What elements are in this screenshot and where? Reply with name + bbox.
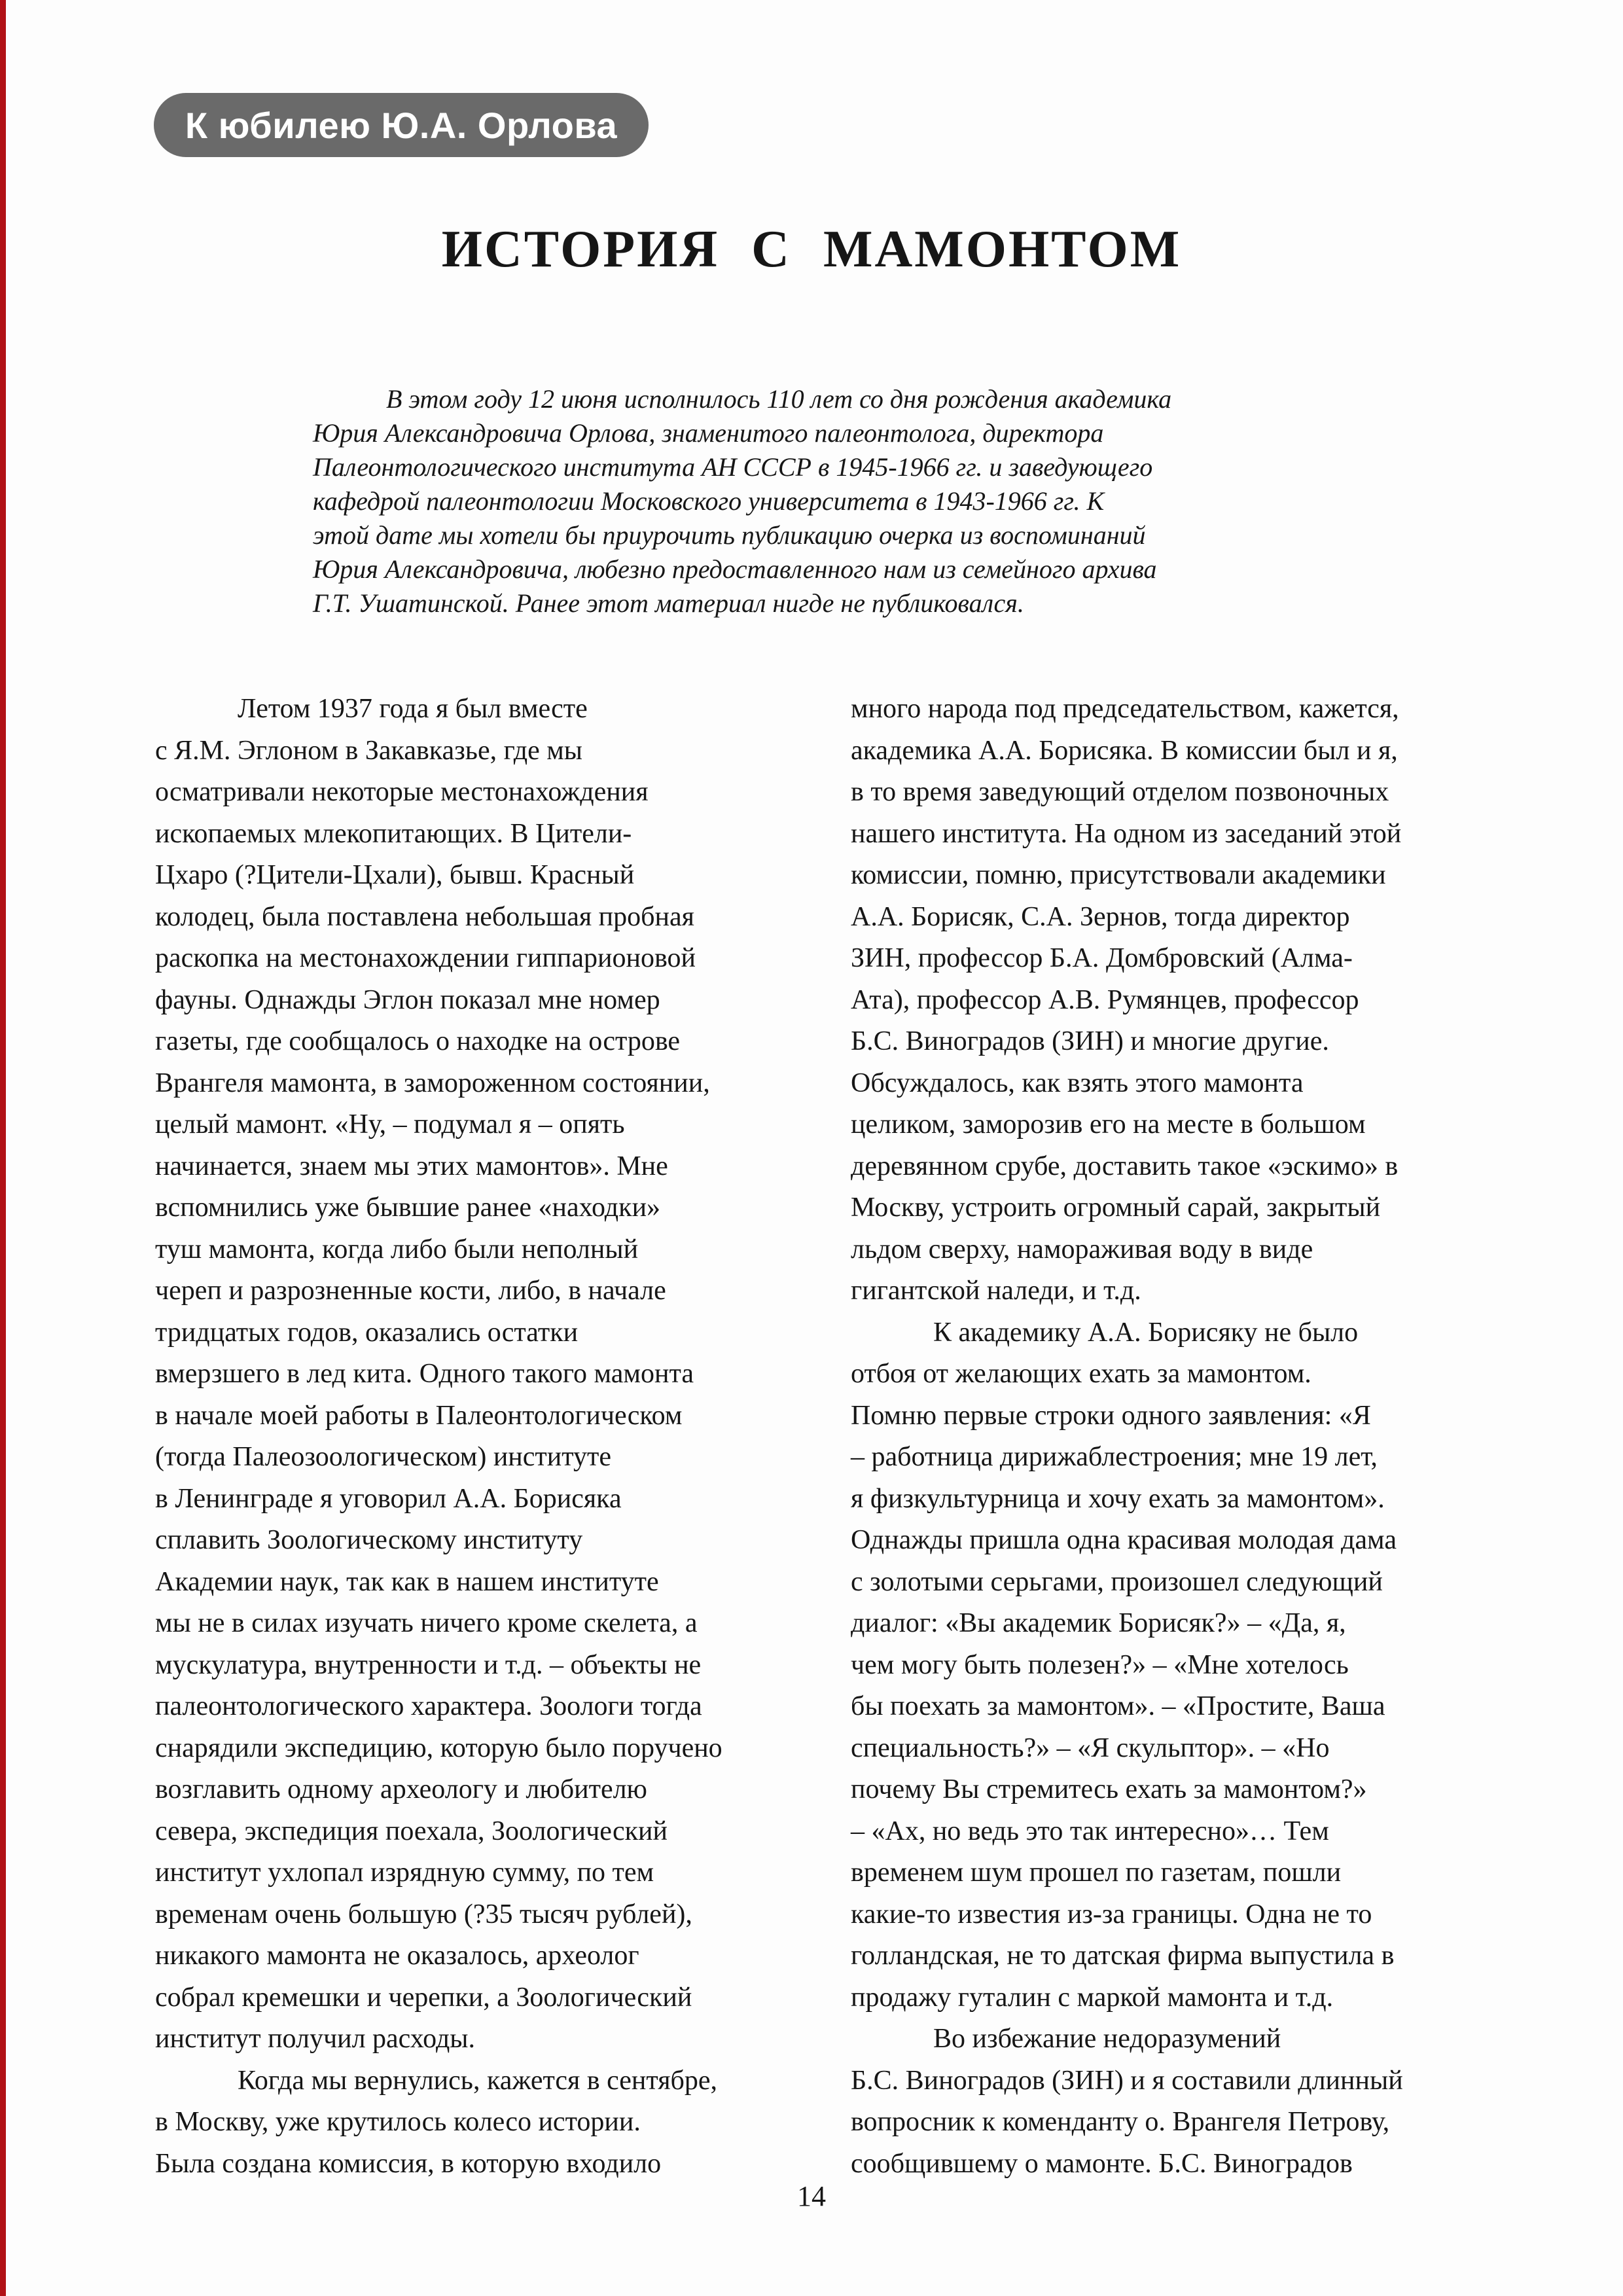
text-line: льдом сверху, намораживая воду в виде: [851, 1234, 1313, 1265]
text-line: Когда мы вернулись, кажется в сентябре,: [238, 2065, 718, 2096]
text-line: Врангеля мамонта, в замороженном состоянии,: [155, 1067, 710, 1098]
text-line: Помню первые строки одного заявления: «Я: [851, 1400, 1371, 1431]
text-line: сообщившему о мамонте. Б.С. Виноградов: [851, 2148, 1353, 2179]
text-line: деревянном срубе, доставить такое «эскимо» в: [851, 1151, 1399, 1181]
text-line: Была создана комиссия, в которую входило: [155, 2148, 662, 2179]
text-line: раскопка на местонахождении гиппарионовой: [155, 943, 696, 973]
text-line: вопросник к коменданту о. Врангеля Петрову,: [851, 2107, 1390, 2137]
text-line: временем шум прошел по газетам, пошли: [851, 1857, 1342, 1888]
text-line: Б.С. Виноградов (ЗИН) и многие другие.: [851, 1026, 1329, 1056]
text-line: с Я.М. Эглоном в Закавказье, где мы: [155, 735, 583, 766]
text-line: начинается, знаем мы этих мамонтов». Мне: [155, 1151, 668, 1181]
text-line: институт ухлопал изрядную сумму, по тем: [155, 1857, 654, 1888]
text-line: газеты, где сообщалось о находке на острове: [155, 1026, 681, 1056]
text-line: мускулатура, внутренности и т.д. – объекты не: [155, 1649, 702, 1680]
text-line: в то время заведующий отделом позвоночных: [851, 777, 1389, 807]
text-line: какие-то известия из-за границы. Одна не то: [851, 1899, 1372, 1929]
article-title: ИСТОРИЯ С МАМОНТОМ: [441, 221, 1182, 278]
rubric-badge: [154, 93, 649, 157]
text-line: Юрия Александровича, любезно предоставленного нам из семейного архива: [313, 554, 1157, 584]
text-line: Обсуждалось, как взять этого мамонта: [851, 1067, 1304, 1098]
text-line: палеонтологического характера. Зоологи тогда: [155, 1691, 702, 1721]
text-line: много народа под председательством, кажется,: [851, 694, 1399, 724]
text-line: в начале моей работы в Палеонтологическом: [155, 1400, 683, 1431]
text-line: ископаемых млекопитающих. В Цители-: [155, 818, 632, 849]
text-line: возглавить одному археологу и любителю: [155, 1774, 647, 1804]
text-line: фауны. Однажды Эглон показал мне номер: [155, 984, 660, 1015]
text-line: почему Вы стремитесь ехать за мамонтом?»: [851, 1774, 1367, 1804]
text-line: голландская, не то датская фирма выпустила в: [851, 1941, 1395, 1971]
text-line: диалог: «Вы академик Борисяк?» – «Да, я,: [851, 1608, 1346, 1638]
text-line: колодец, была поставлена небольшая пробная: [155, 901, 694, 932]
text-line: Б.С. Виноградов (ЗИН) и я составили длинный: [851, 2065, 1403, 2096]
text-line: – работница дирижаблестроения; мне 19 лет,: [851, 1442, 1378, 1472]
text-line: временам очень большую (?35 тысяч рублей),: [155, 1899, 692, 1929]
text-line: туш мамонта, когда либо были неполный: [155, 1234, 639, 1265]
text-line: К академику А.А. Борисяку не было: [933, 1317, 1359, 1348]
text-line: тридцатых годов, оказались остатки: [155, 1317, 579, 1348]
text-line: в Ленинграде я уговорил А.А. Борисяка: [155, 1483, 622, 1514]
text-line: собрал кремешки и черепки, а Зоологический: [155, 1982, 692, 2013]
text-line: Летом 1937 года я был вместе: [238, 694, 588, 724]
body-column-left: [155, 689, 790, 2185]
body-column-right: [851, 689, 1489, 2185]
text-line: Юрия Александровича Орлова, знаменитого палеонтолога, директора: [313, 418, 1104, 448]
text-line: Палеонтологического института АН СССР в 1945-1966 гг. и заведующего: [313, 452, 1153, 482]
text-line: осматривали некоторые местонахождения: [155, 777, 649, 807]
text-line: Москву, устроить огромный сарай, закрытый: [851, 1193, 1381, 1223]
text-line: комиссии, помню, присутствовали академики: [851, 860, 1386, 890]
rubric-badge-label: К юбилею Ю.А. Орлова: [185, 104, 618, 146]
text-line: Во избежание недоразумений: [933, 2024, 1281, 2054]
text-line: В этом году 12 июня исполнилось 110 лет со дня рождения академика: [386, 384, 1172, 414]
text-line: севера, экспедиция поехала, Зоологический: [155, 1816, 668, 1846]
text-line: продажу гуталин с маркой мамонта и т.д.: [851, 1982, 1334, 2013]
text-line: никакого мамонта не оказалось, археолог: [155, 1941, 639, 1971]
text-line: с золотыми серьгами, произошел следующий: [851, 1566, 1383, 1597]
text-line: я физкультурница и хочу ехать за мамонтом».: [851, 1483, 1385, 1514]
text-line: череп и разрозненные кости, либо, в начале: [155, 1276, 666, 1306]
text-line: ЗИН, профессор Б.А. Домбровский (Алма-: [851, 943, 1353, 973]
intro-abstract: [313, 382, 1171, 620]
text-line: отбоя от желающих ехать за мамонтом.: [851, 1359, 1311, 1389]
text-line: гигантской наледи, и т.д.: [851, 1276, 1141, 1306]
text-line: целый мамонт. «Ну, – подумал я – опять: [155, 1109, 625, 1139]
page-number: 14: [797, 2180, 826, 2212]
text-line: целиком, заморозив его на месте в большом: [851, 1109, 1366, 1139]
text-line: институт получил расходы.: [155, 2024, 476, 2054]
text-line: Ата), профессор А.В. Румянцев, профессор: [851, 984, 1359, 1015]
text-line: специальность?» – «Я скульптор». – «Но: [851, 1732, 1330, 1763]
text-line: (тогда Палеозоологическом) институте: [155, 1442, 612, 1472]
text-line: сплавить Зоологическому институту: [155, 1525, 583, 1555]
text-line: академика А.А. Борисяка. В комиссии был и я,: [851, 735, 1398, 766]
text-line: мы не в силах изучать ничего кроме скелета, а: [155, 1608, 698, 1638]
text-line: нашего института. На одном из заседаний этой: [851, 818, 1402, 849]
text-line: кафедрой палеонтологии Московского университета в 1943-1966 гг. К: [313, 486, 1105, 516]
text-line: Г.Т. Ушатинской. Ранее этот материал нигде не публиковался.: [313, 588, 1024, 618]
text-line: вспомнились уже бывшие ранее «находки»: [155, 1193, 661, 1223]
text-line: А.А. Борисяк, С.А. Зернов, тогда директор: [851, 901, 1350, 932]
spine-rule: [0, 0, 6, 2296]
text-line: снарядили экспедицию, которую было поручено: [155, 1732, 722, 1763]
text-line: Однажды пришла одна красивая молодая дама: [851, 1525, 1397, 1555]
text-line: – «Ах, но ведь это так интересно»… Тем: [851, 1816, 1329, 1846]
text-line: бы поехать за мамонтом». – «Простите, Ваша: [851, 1691, 1385, 1721]
text-line: этой дате мы хотели бы приурочить публикацию очерка из воспоминаний: [313, 520, 1146, 550]
text-line: в Москву, уже крутилось колесо истории.: [155, 2107, 641, 2137]
text-line: чем могу быть полезен?» – «Мне хотелось: [851, 1649, 1349, 1680]
text-line: Цхаро (?Цители-Цхали), бывш. Красный: [155, 860, 635, 890]
text-line: Академии наук, так как в нашем институте: [155, 1566, 659, 1597]
text-line: вмерзшего в лед кита. Одного такого мамонта: [155, 1359, 694, 1389]
